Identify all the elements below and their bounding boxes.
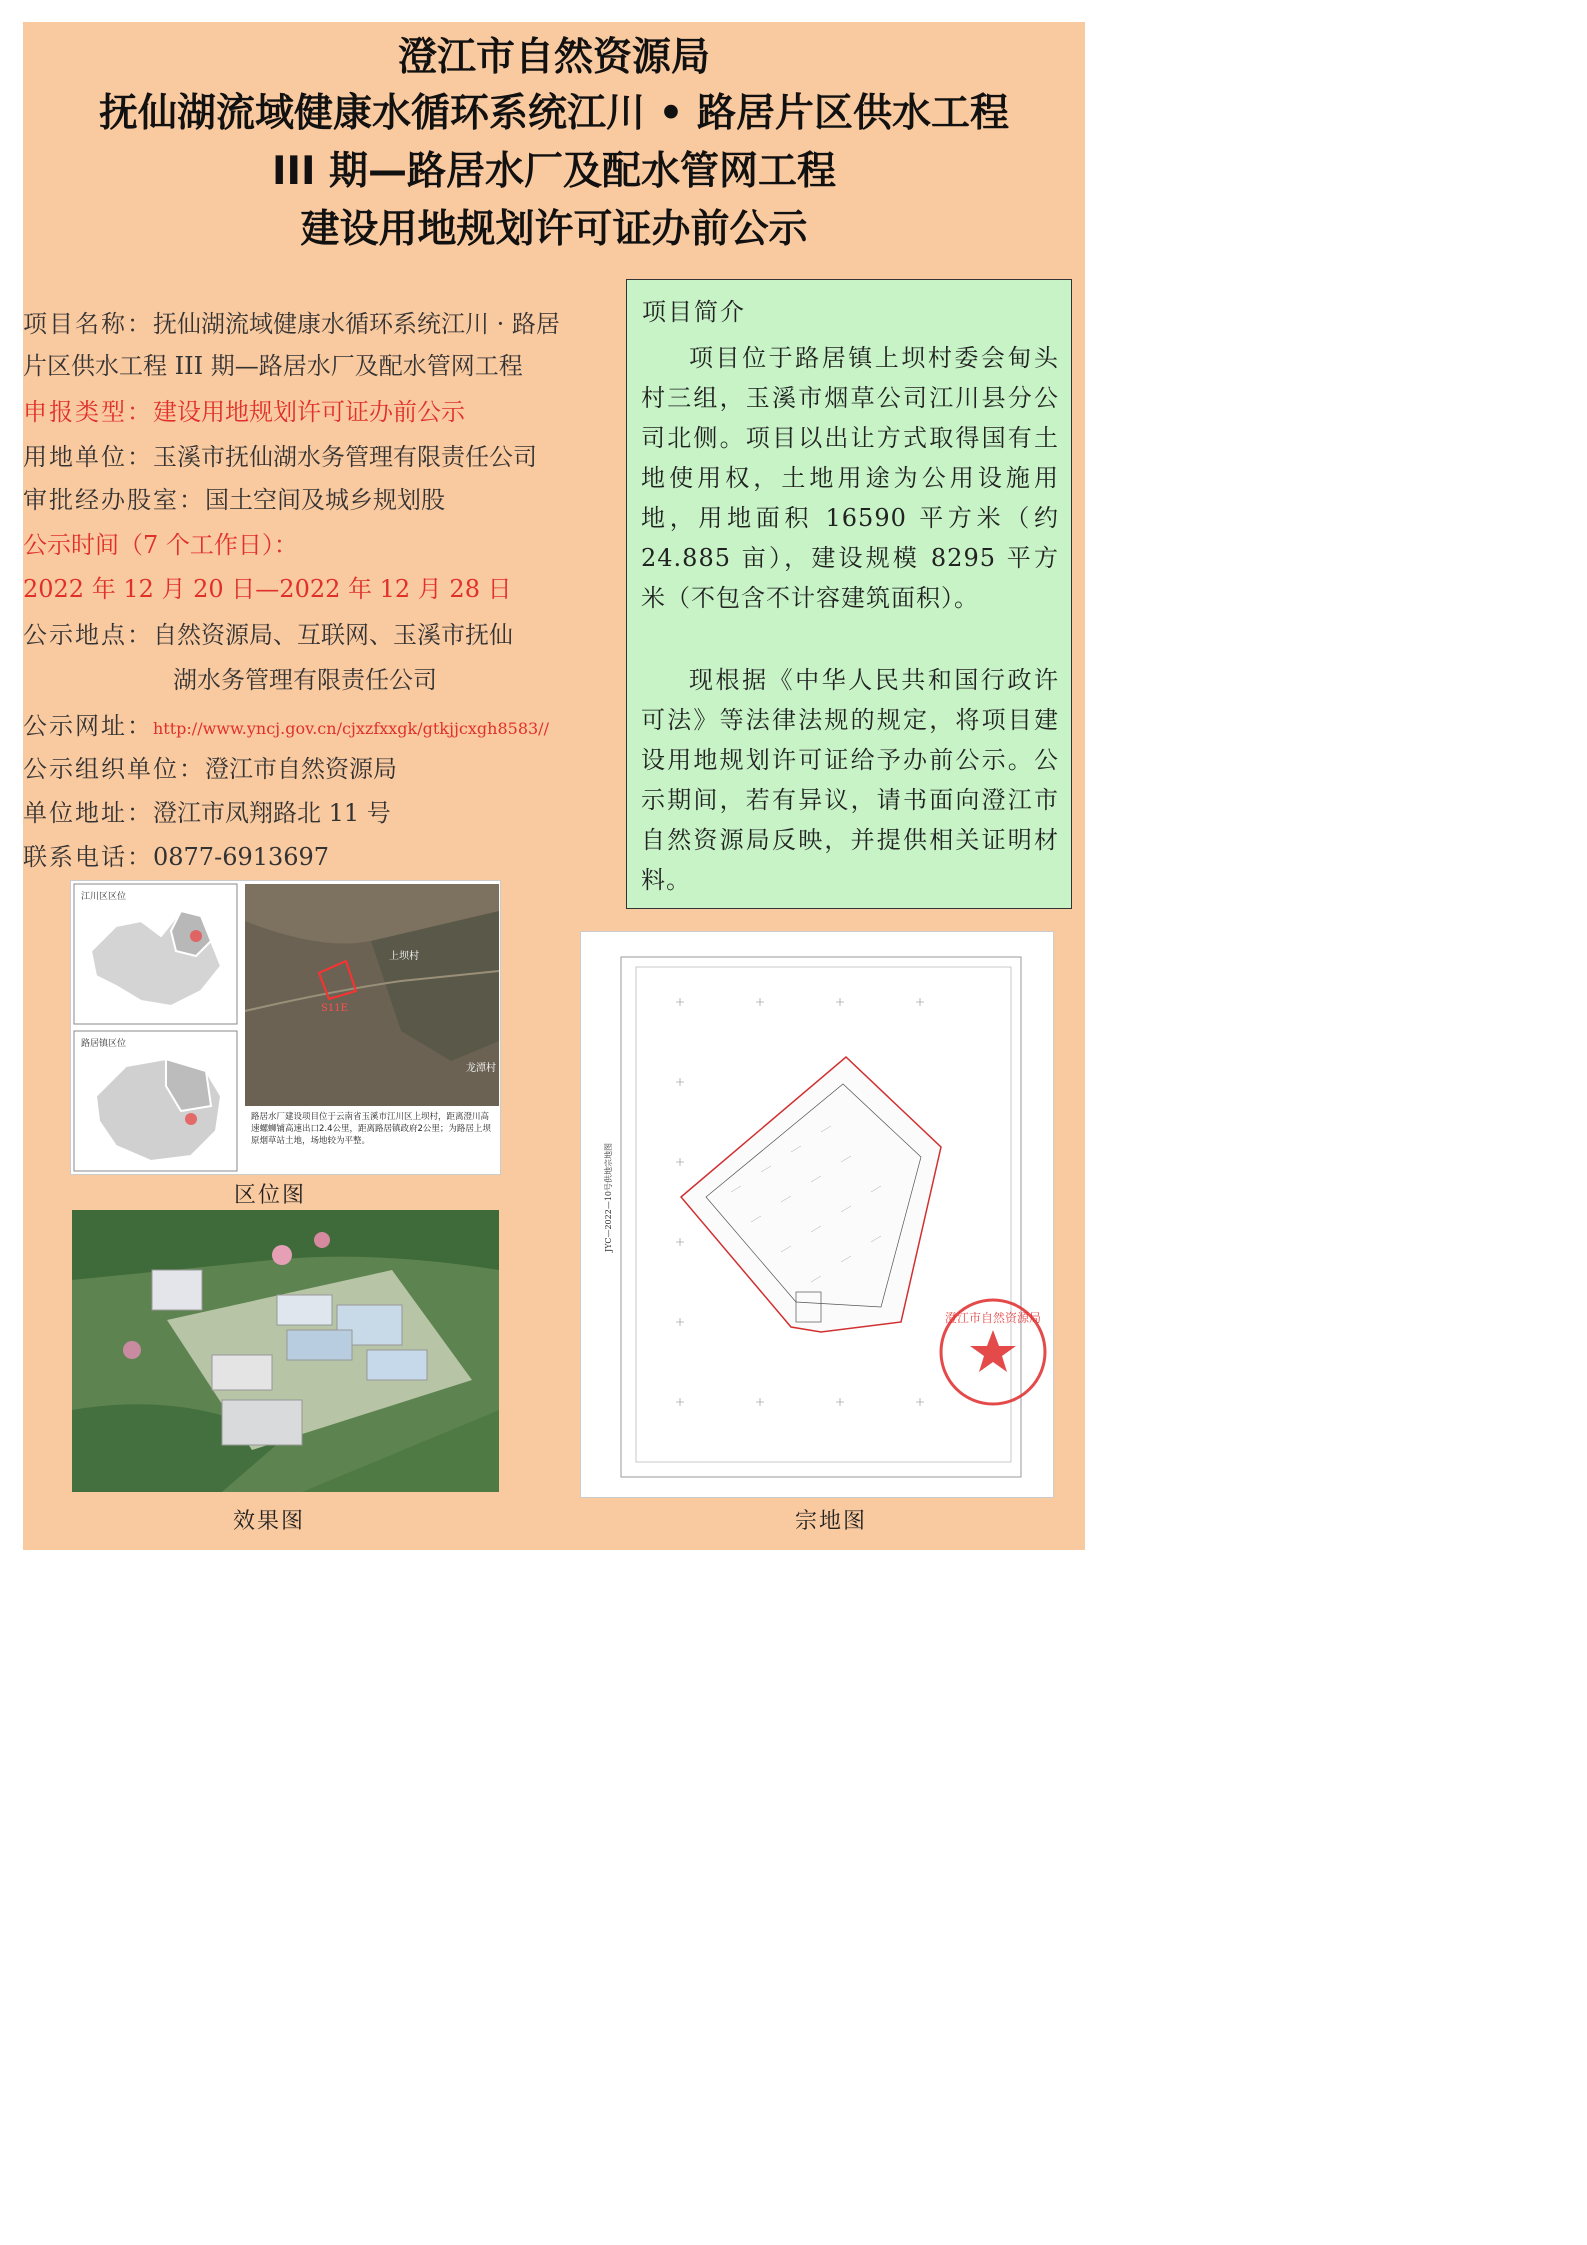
unit-value: 玉溪市抚仙湖水务管理有限责任公司: [153, 443, 537, 471]
project-name-label: 项目名称：: [23, 310, 153, 338]
village-label-1: 上坝村: [389, 951, 419, 962]
phone-value: 0877-6913697: [153, 843, 330, 871]
project-summary-box: [626, 279, 1072, 909]
rendering-figure: [72, 1210, 499, 1492]
place-row: [23, 615, 513, 655]
notice-url-link[interactable]: http://www.yncj.gov.cn/cjxzfxxgk/gtkjjcxgh8583//: [153, 719, 549, 738]
period-label-row: [23, 525, 298, 565]
seal-text: 澄江市自然资源局: [944, 1311, 1042, 1325]
period-value-row: [23, 569, 512, 609]
summary-paragraph-2: 现根据《中华人民共和国行政许可法》等法律法规的规定，将项目建设用地规划许可证给予办前公示。公示期间，若有异议，请书面向澄江市自然资源局反映，并提供相关证明材料。: [641, 666, 1059, 894]
place-label: 公示地点：: [23, 621, 153, 649]
village-label-2: 龙潭村: [466, 1063, 496, 1074]
period-label: 公示时间（7 个工作日）：: [23, 531, 298, 559]
location-map-image: [71, 881, 501, 1175]
unit-label: 用地单位：: [23, 443, 153, 471]
address-value: 澄江市凤翔路北 11 号: [153, 799, 391, 827]
address-row: [23, 793, 391, 833]
org-value: 澄江市自然资源局: [205, 755, 397, 783]
notice-page: [23, 22, 1085, 1550]
project-name-value-1: 抚仙湖流域健康水循环系统江川 · 路居: [153, 310, 560, 338]
official-seal-icon: [941, 1300, 1045, 1404]
title-line-2: 抚仙湖流域健康水循环系统江川 • 路居片区供水工程: [98, 91, 1010, 136]
place-value-1: 自然资源局、互联网、玉溪市抚仙: [153, 621, 513, 649]
type-row: [23, 392, 465, 432]
org-label: 公示组织单位：: [23, 755, 205, 783]
project-name-row: [23, 304, 560, 344]
address-label: 单位地址：: [23, 799, 153, 827]
parcel-map-caption: 宗地图: [795, 1509, 868, 1534]
phone-row: [23, 837, 329, 877]
summary-paragraph-1: 项目位于路居镇上坝村委会甸头村三组，玉溪市烟草公司江川县分公司北侧。项目以出让方式取得国有土地使用权，土地用途为公用设施用地，用地面积 16590 平方米（约 24.885 亩），建设规模 8295 平方米（不包含不计容建筑面积）。: [641, 344, 1059, 612]
title-line-1: 澄江市自然资源局: [397, 35, 710, 80]
title-line-4: 建设用地规划许可证办前公示: [300, 207, 808, 252]
site-marker-icon-2: [185, 1113, 197, 1125]
parcel-map-image: [581, 932, 1054, 1498]
office-value: 国土空间及城乡规划股: [205, 486, 445, 514]
project-name-row-2: [23, 346, 523, 386]
url-row: [23, 706, 549, 749]
map-label-jiangchuan: 江川区区位: [81, 892, 127, 902]
drawing-code: JYC—2022—10号供地宗地图: [604, 1142, 613, 1252]
map-note: 路居水厂建设项目位于云南省玉溪市江川区上坝村，距离澄川高速螺蛳铺高速出口2.4公里，距离路居镇政府2公里；为路居上坝原烟草站土地，场地较为平整。: [251, 1112, 491, 1146]
period-value: 2022 年 12 月 20 日—2022 年 12 月 28 日: [23, 575, 512, 603]
title-line-3: III 期—路居水厂及配水管网工程: [271, 149, 837, 194]
url-label: 公示网址：: [23, 712, 153, 740]
location-map-caption: 区位图: [234, 1183, 307, 1208]
site-marker-icon: [190, 930, 202, 942]
unit-row: [23, 437, 537, 477]
location-map-figure: [70, 880, 501, 1175]
office-label: 审批经办股室：: [23, 486, 205, 514]
rendering-image: [72, 1210, 499, 1492]
rendering-caption: 效果图: [233, 1509, 306, 1534]
office-row: [23, 480, 445, 520]
type-value: 建设用地规划许可证办前公示: [153, 398, 465, 426]
project-name-value-2: 片区供水工程 III 期—路居水厂及配水管网工程: [23, 352, 523, 380]
place-value-2: 湖水务管理有限责任公司: [173, 666, 437, 694]
parcel-map-figure: [580, 931, 1054, 1498]
map-label-luju: 路居镇区位: [81, 1039, 127, 1049]
place-row-2: [173, 660, 437, 700]
phone-label: 联系电话：: [23, 843, 153, 871]
org-row: [23, 749, 397, 789]
site-label: S11E: [321, 1003, 348, 1014]
summary-heading: 项目简介: [642, 298, 746, 326]
type-label: 申报类型：: [23, 398, 153, 426]
